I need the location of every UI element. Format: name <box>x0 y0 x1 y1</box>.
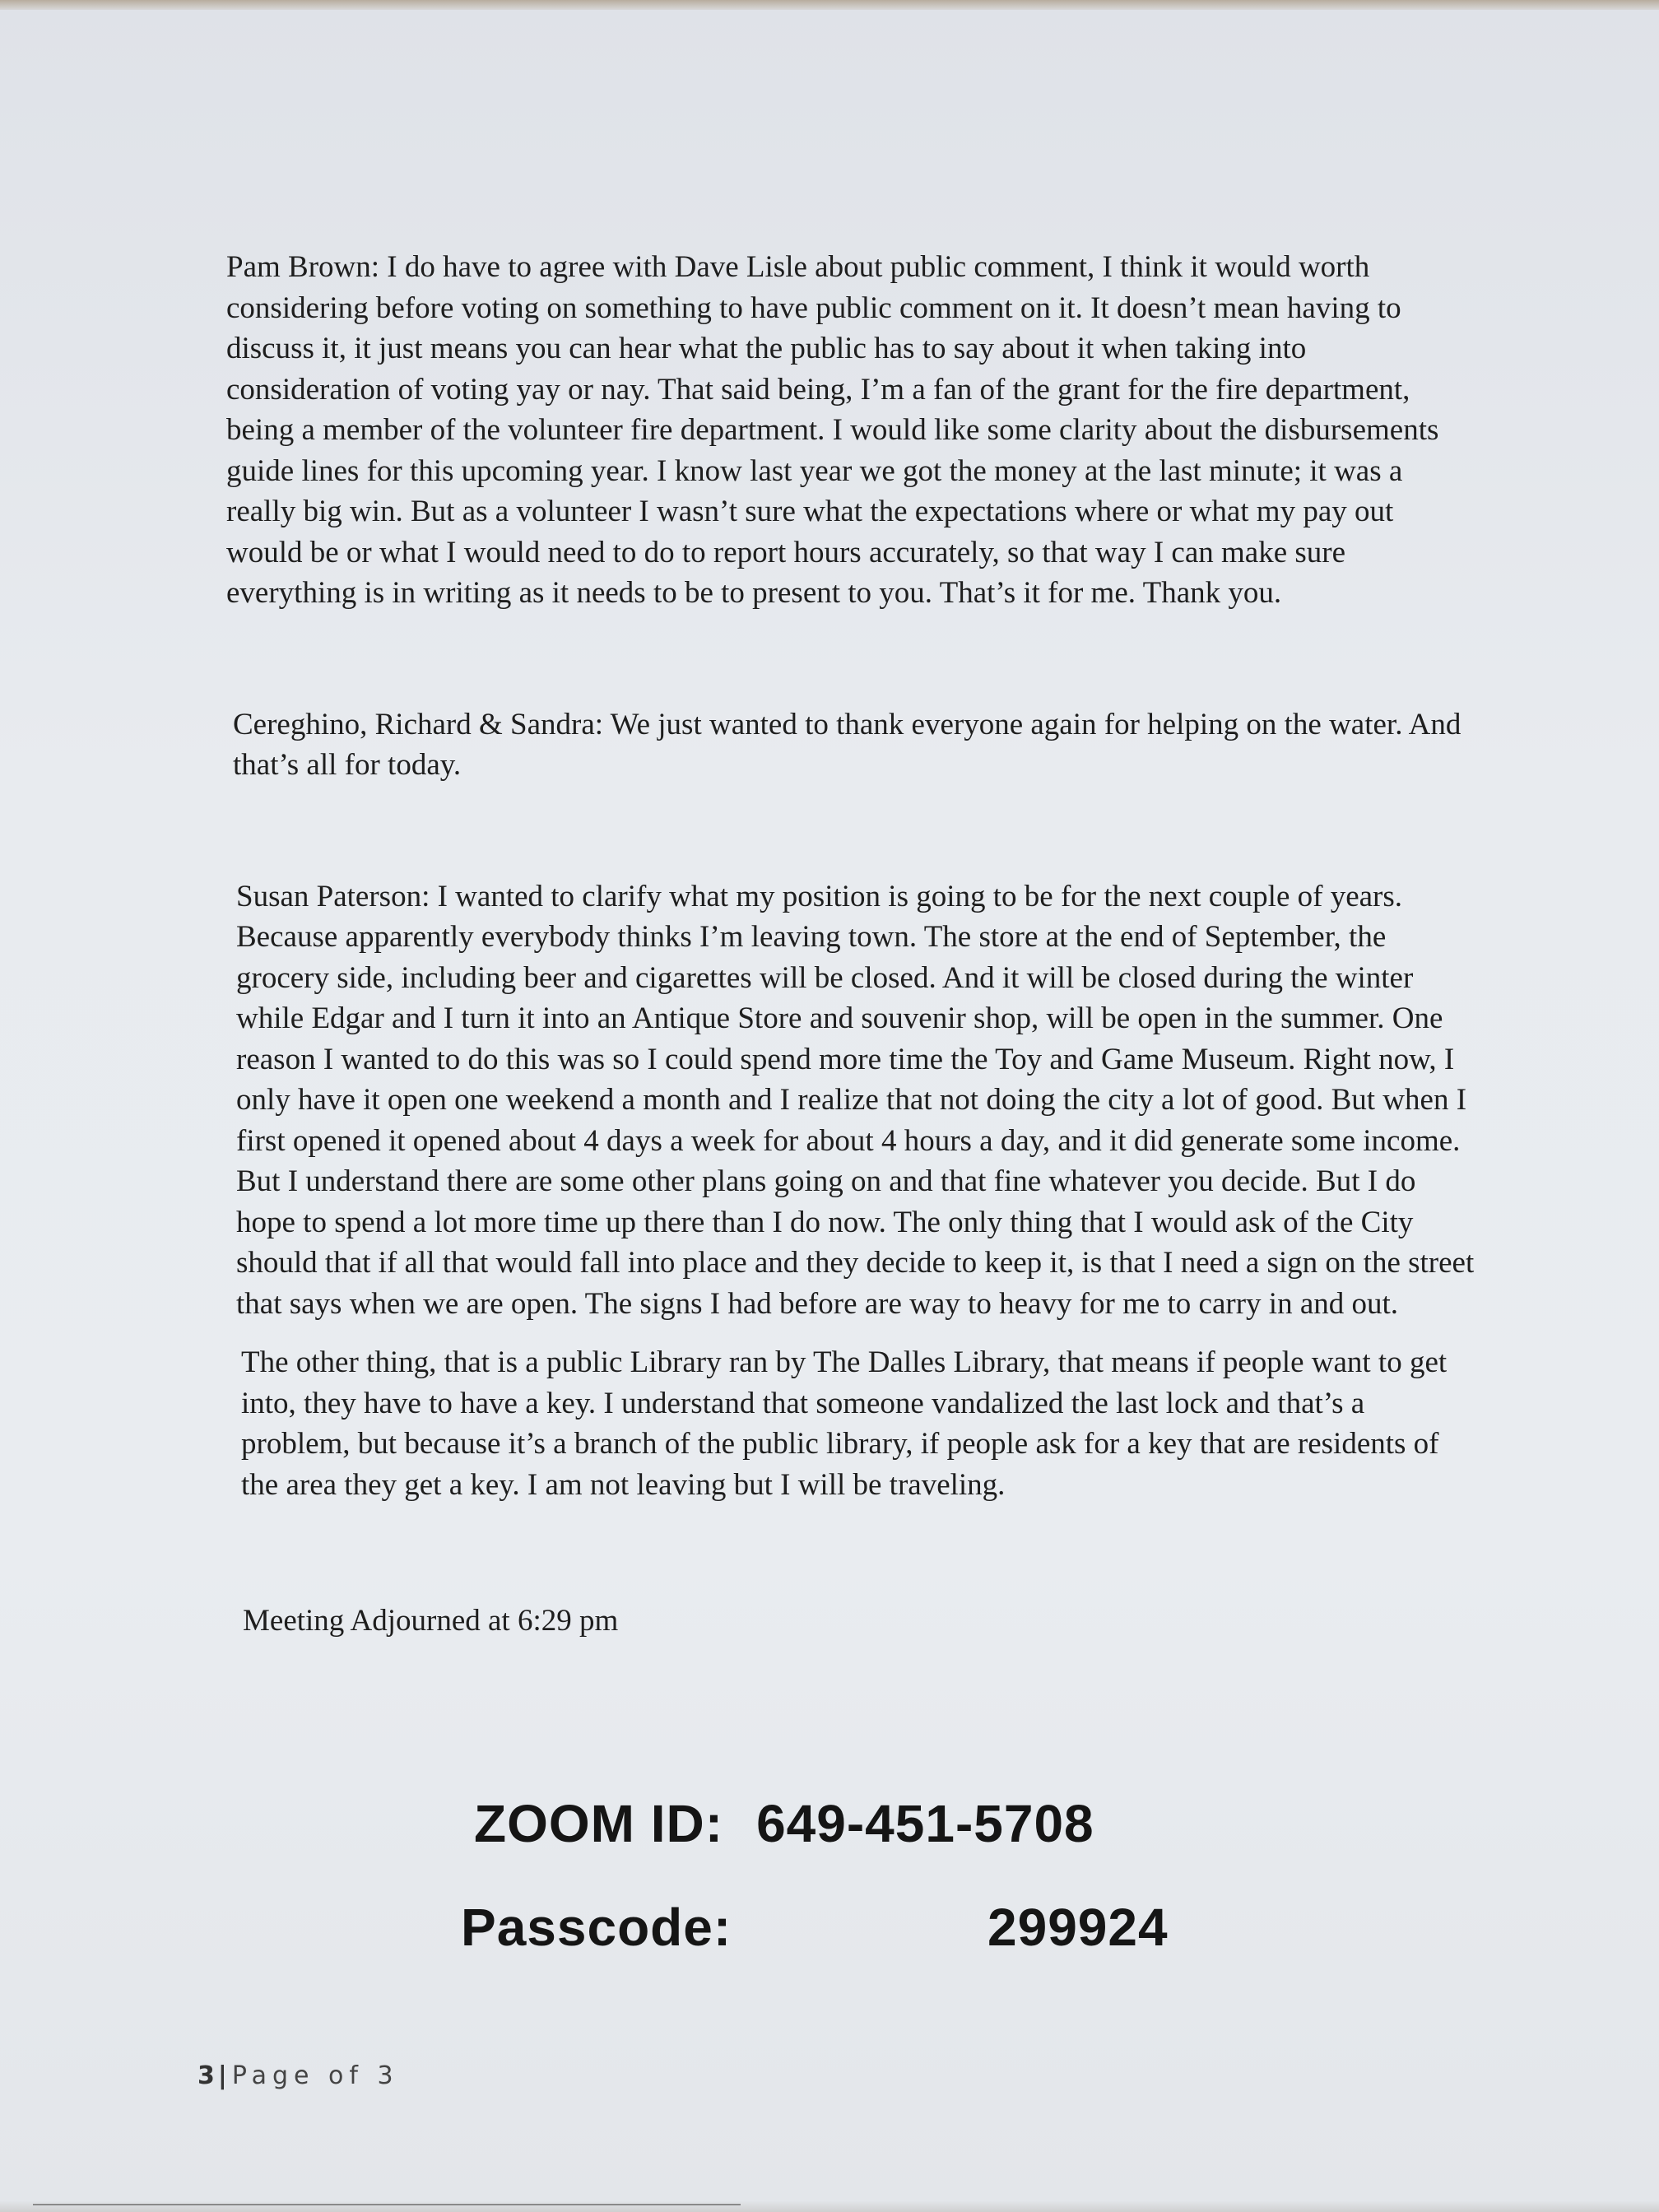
paragraph-cereghino: Cereghino, Richard & Sandra: We just wanted to thank everyone again for helping on the water. And that’s all for today. <box>233 707 1462 782</box>
paper-bottom-edge <box>0 2200 1659 2212</box>
page-label: Page of 3 <box>231 2061 399 2090</box>
page-separator: | <box>217 2061 227 2090</box>
meeting-adjourned: Meeting Adjourned at 6:29 pm <box>243 1604 619 1638</box>
paragraph-susan-paterson: Susan Paterson: I wanted to clarify what my position is going to be for the next couple of years. Because apparently everybody thinks I’m leaving town. The store at the end of September, the grocery side, including beer and cigarettes will be closed. And it will be closed during the winter while Edgar and I turn it into an Antique Store and souvenir shop, will be open in the summer. One reason I wanted to do this was so I could spend more time the Toy and Game Museum. Right now, I only have it open one weekend a month and I realize that not doing the city a lot of good. But when I first opened it opened about 4 days a week for about 4 hours a day, and it did generate some income. But I understand there are some other plans going on and that fine whatever you decide. But I do hope to spend a lot more time up there than I do now. The only thing that I would ask of the City should that if all that would fall into place and they decide to keep it, is that I need a sign on the street that says when we are open. The signs I had before are way to heavy for me to carry in and out. <box>236 879 1475 1321</box>
zoom-id-line <box>474 1794 1094 1853</box>
paper-top-edge <box>0 0 1659 10</box>
page-footer <box>198 2061 399 2090</box>
paragraph-library: The other thing, that is a public Library ran by The Dalles Library, that means if people want to get into, they have to have a key. I understand that someone vandalized the last lock and that’s a problem, but because it’s a branch of the public library, if people ask for a key that are residents of the area they get a key. I am not leaving but I will be traveling. <box>241 1345 1448 1502</box>
page-number: 3 <box>198 2061 215 2090</box>
zoom-id-label: ZOOM ID: <box>474 1794 724 1853</box>
paragraph-pam-brown: Pam Brown: I do have to agree with Dave Lisle about public comment, I think it would worth considering before voting on something to have public comment on it. It doesn’t mean having to discuss it, it just means you can hear what the public has to say about it when taking into consideration of voting yay or nay. That said being, I’m a fan of the grant for the fire department, being a member of the volunteer fire department. I would like some clarity about the disbursements guide lines for this upcoming year. I know last year we got the money at the last minute; it was a really big win. But as a volunteer I wasn’t sure what the expectations where or what my pay out would be or what I would need to do to report hours accurately, so that way I can make sure everything is in writing as it needs to be to present to you. That’s it for me. Thank you. <box>226 250 1439 610</box>
document-body <box>226 247 1477 1642</box>
passcode-value: 299924 <box>988 1898 1169 1957</box>
zoom-id-value: 649-451-5708 <box>756 1794 1094 1853</box>
passcode-line <box>461 1898 1169 1957</box>
passcode-label: Passcode: <box>461 1898 732 1957</box>
